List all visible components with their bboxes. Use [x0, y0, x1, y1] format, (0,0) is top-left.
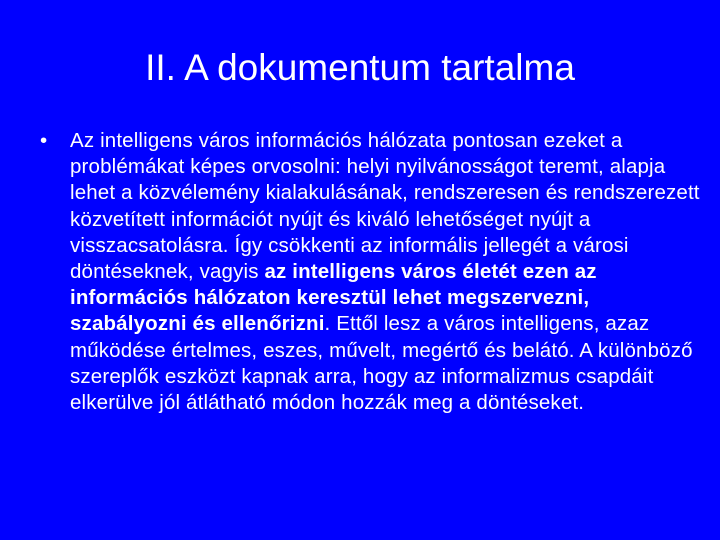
slide-title: II. A dokumentum tartalma [145, 47, 575, 88]
bullet-icon: • [40, 129, 48, 152]
bullet-item [40, 128, 700, 416]
paragraph-text-start: Az intelligens város információs hálózata pontosan ezeket a problémákat képes orvosolni: helyi nyilvánosságot teremt, alapja lehet a közvélemény kialakulásának, rendszeresen és rendszerezett közvetített információt nyújt és kiváló lehetőséget nyújt a visszacsatolásra. Így csökkenti az informális jellegét a városi döntéseknek, vagyis [70, 129, 700, 284]
bullet-list [40, 128, 700, 416]
paragraph-text-end: . Ettől lesz a város intelligens, azaz működése értelmes, eszes, művelt, megértő és belátó. A különböző szereplők eszközt kapnak arra, hogy az informalizmus csapdáit elkerülve jól átlátható módon hozzák meg a döntéseket. [70, 312, 693, 415]
paragraph-text-bold: az intelligens város életét ezen az információs hálózaton keresztül lehet megszervezni, szabályozni és ellenőrizni [70, 260, 597, 336]
